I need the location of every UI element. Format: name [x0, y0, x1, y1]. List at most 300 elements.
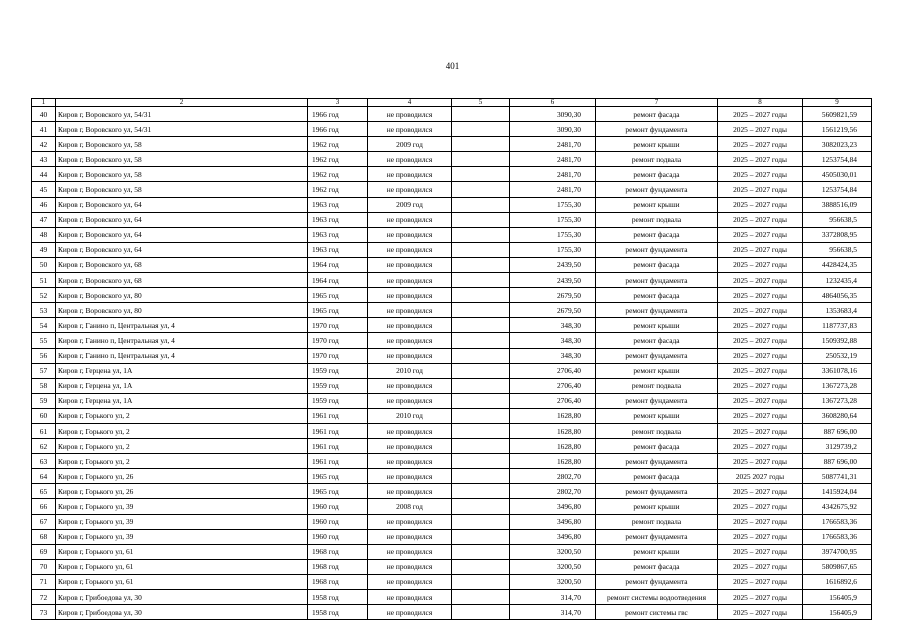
area-cell: 1628,80 [510, 423, 596, 438]
row-number-cell: 48 [32, 227, 56, 242]
work-type-cell: ремонт фундамента [596, 454, 718, 469]
empty-cell [452, 605, 510, 620]
cost-cell: 1616892,6 [803, 574, 872, 589]
empty-cell [452, 514, 510, 529]
header-row [32, 99, 872, 107]
work-type-cell: ремонт подвала [596, 152, 718, 167]
area-cell: 2481,70 [510, 167, 596, 182]
address-cell: Киров г, Воровского ул, 64 [56, 242, 308, 257]
table-row [32, 122, 872, 137]
area-cell: 2706,40 [510, 363, 596, 378]
cost-cell: 3082023,23 [803, 137, 872, 152]
address-cell: Киров г, Воровского ул, 58 [56, 152, 308, 167]
last-repair-cell: не проводился [368, 484, 452, 499]
area-cell: 314,70 [510, 605, 596, 620]
last-repair-cell: не проводился [368, 318, 452, 333]
build-year-cell: 1965 год [308, 484, 368, 499]
last-repair-cell: не проводился [368, 107, 452, 122]
empty-cell [452, 212, 510, 227]
build-year-cell: 1963 год [308, 197, 368, 212]
period-cell: 2025 – 2027 годы [718, 484, 803, 499]
table-row [32, 348, 872, 363]
row-number-cell: 64 [32, 469, 56, 484]
cost-cell: 3888516,09 [803, 197, 872, 212]
address-cell: Киров г, Воровского ул, 64 [56, 197, 308, 212]
build-year-cell: 1965 год [308, 288, 368, 303]
area-cell: 3200,50 [510, 544, 596, 559]
table-row [32, 484, 872, 499]
area-cell: 2481,70 [510, 137, 596, 152]
build-year-cell: 1959 год [308, 393, 368, 408]
address-cell: Киров г, Грибоедова ул, 30 [56, 605, 308, 620]
cost-cell: 4342675,92 [803, 499, 872, 514]
last-repair-cell: не проводился [368, 242, 452, 257]
cost-cell: 1253754,84 [803, 152, 872, 167]
table-row [32, 273, 872, 288]
work-type-cell: ремонт фундамента [596, 242, 718, 257]
area-cell: 2439,50 [510, 273, 596, 288]
build-year-cell: 1965 год [308, 469, 368, 484]
work-type-cell: ремонт фасада [596, 559, 718, 574]
table-row [32, 590, 872, 605]
table-row [32, 107, 872, 122]
row-number-cell: 58 [32, 378, 56, 393]
table-row [32, 423, 872, 438]
address-cell: Киров г, Герцена ул, 1А [56, 378, 308, 393]
table-row [32, 303, 872, 318]
period-cell: 2025 – 2027 годы [718, 167, 803, 182]
row-number-cell: 65 [32, 484, 56, 499]
last-repair-cell: 2010 год [368, 363, 452, 378]
period-cell: 2025 – 2027 годы [718, 590, 803, 605]
area-cell: 3090,30 [510, 122, 596, 137]
work-type-cell: ремонт подвала [596, 514, 718, 529]
build-year-cell: 1968 год [308, 544, 368, 559]
cost-cell: 1253754,84 [803, 182, 872, 197]
build-year-cell: 1970 год [308, 318, 368, 333]
period-cell: 2025 – 2027 годы [718, 212, 803, 227]
empty-cell [452, 333, 510, 348]
build-year-cell: 1962 год [308, 182, 368, 197]
period-cell: 2025 – 2027 годы [718, 529, 803, 544]
header-cell: 2 [56, 99, 308, 107]
row-number-cell: 56 [32, 348, 56, 363]
area-cell: 2481,70 [510, 152, 596, 167]
address-cell: Киров г, Ганино п, Центральная ул, 4 [56, 348, 308, 363]
last-repair-cell: не проводился [368, 257, 452, 272]
last-repair-cell: 2009 год [368, 197, 452, 212]
area-cell: 2481,70 [510, 182, 596, 197]
period-cell: 2025 – 2027 годы [718, 499, 803, 514]
empty-cell [452, 574, 510, 589]
address-cell: Киров г, Горького ул, 61 [56, 544, 308, 559]
address-cell: Киров г, Горького ул, 61 [56, 574, 308, 589]
cost-cell: 956638,5 [803, 212, 872, 227]
area-cell: 2706,40 [510, 393, 596, 408]
period-cell: 2025 – 2027 годы [718, 559, 803, 574]
row-number-cell: 60 [32, 408, 56, 423]
empty-cell [452, 378, 510, 393]
work-type-cell: ремонт фундамента [596, 303, 718, 318]
area-cell: 1755,30 [510, 212, 596, 227]
period-cell: 2025 – 2027 годы [718, 348, 803, 363]
cost-cell: 1367273,28 [803, 393, 872, 408]
cost-cell: 3608280,64 [803, 408, 872, 423]
period-cell: 2025 – 2027 годы [718, 318, 803, 333]
period-cell: 2025 – 2027 годы [718, 288, 803, 303]
work-type-cell: ремонт фундамента [596, 273, 718, 288]
area-cell: 348,30 [510, 318, 596, 333]
row-number-cell: 52 [32, 288, 56, 303]
cost-cell: 887 696,00 [803, 423, 872, 438]
work-type-cell: ремонт подвала [596, 212, 718, 227]
row-number-cell: 43 [32, 152, 56, 167]
empty-cell [452, 227, 510, 242]
empty-cell [452, 288, 510, 303]
work-type-cell: ремонт фундамента [596, 348, 718, 363]
build-year-cell: 1962 год [308, 137, 368, 152]
area-cell: 1628,80 [510, 439, 596, 454]
row-number-cell: 73 [32, 605, 56, 620]
address-cell: Киров г, Воровского ул, 80 [56, 303, 308, 318]
row-number-cell: 63 [32, 454, 56, 469]
empty-cell [452, 363, 510, 378]
area-cell: 3496,80 [510, 514, 596, 529]
cost-cell: 3372808,95 [803, 227, 872, 242]
table-row [32, 393, 872, 408]
row-number-cell: 72 [32, 590, 56, 605]
last-repair-cell: не проводился [368, 559, 452, 574]
cost-cell: 1353683,4 [803, 303, 872, 318]
empty-cell [452, 122, 510, 137]
period-cell: 2025 – 2027 годы [718, 303, 803, 318]
work-type-cell: ремонт подвала [596, 423, 718, 438]
work-type-cell: ремонт фасада [596, 439, 718, 454]
cost-cell: 4864056,35 [803, 288, 872, 303]
address-cell: Киров г, Ганино п, Центральная ул, 4 [56, 318, 308, 333]
address-cell: Киров г, Воровского ул, 54/31 [56, 122, 308, 137]
area-cell: 3200,50 [510, 574, 596, 589]
period-cell: 2025 – 2027 годы [718, 408, 803, 423]
last-repair-cell: не проводился [368, 605, 452, 620]
row-number-cell: 68 [32, 529, 56, 544]
address-cell: Киров г, Воровского ул, 64 [56, 212, 308, 227]
table-row [32, 182, 872, 197]
header-cell: 6 [510, 99, 596, 107]
empty-cell [452, 529, 510, 544]
header-cell: 4 [368, 99, 452, 107]
period-cell: 2025 – 2027 годы [718, 242, 803, 257]
repair-schedule-table [31, 98, 872, 620]
row-number-cell: 59 [32, 393, 56, 408]
address-cell: Киров г, Горького ул, 39 [56, 529, 308, 544]
build-year-cell: 1968 год [308, 559, 368, 574]
empty-cell [452, 197, 510, 212]
cost-cell: 4505030,01 [803, 167, 872, 182]
work-type-cell: ремонт крыши [596, 499, 718, 514]
work-type-cell: ремонт фундамента [596, 393, 718, 408]
cost-cell: 3129739,2 [803, 439, 872, 454]
row-number-cell: 62 [32, 439, 56, 454]
last-repair-cell: 2008 год [368, 499, 452, 514]
period-cell: 2025 – 2027 годы [718, 107, 803, 122]
area-cell: 3090,30 [510, 107, 596, 122]
empty-cell [452, 408, 510, 423]
empty-cell [452, 544, 510, 559]
period-cell: 2025 – 2027 годы [718, 197, 803, 212]
cost-cell: 156405,9 [803, 590, 872, 605]
address-cell: Киров г, Воровского ул, 68 [56, 273, 308, 288]
last-repair-cell: не проводился [368, 122, 452, 137]
work-type-cell: ремонт фасада [596, 469, 718, 484]
empty-cell [452, 257, 510, 272]
build-year-cell: 1964 год [308, 273, 368, 288]
table-row [32, 152, 872, 167]
last-repair-cell: не проводился [368, 227, 452, 242]
row-number-cell: 67 [32, 514, 56, 529]
build-year-cell: 1966 год [308, 122, 368, 137]
cost-cell: 156405,9 [803, 605, 872, 620]
last-repair-cell: не проводился [368, 152, 452, 167]
table-row [32, 439, 872, 454]
work-type-cell: ремонт системы гвс [596, 605, 718, 620]
cost-cell: 1561219,56 [803, 122, 872, 137]
table-row [32, 257, 872, 272]
table-row [32, 363, 872, 378]
work-type-cell: ремонт крыши [596, 544, 718, 559]
period-cell: 2025 – 2027 годы [718, 152, 803, 167]
header-cell: 5 [452, 99, 510, 107]
address-cell: Киров г, Горького ул, 2 [56, 408, 308, 423]
work-type-cell: ремонт фасада [596, 167, 718, 182]
table-body [32, 107, 872, 620]
table-row [32, 167, 872, 182]
empty-cell [452, 152, 510, 167]
last-repair-cell: не проводился [368, 469, 452, 484]
last-repair-cell: не проводился [368, 303, 452, 318]
address-cell: Киров г, Горького ул, 39 [56, 499, 308, 514]
period-cell: 2025 – 2027 годы [718, 514, 803, 529]
area-cell: 314,70 [510, 590, 596, 605]
row-number-cell: 61 [32, 423, 56, 438]
cost-cell: 5809867,65 [803, 559, 872, 574]
empty-cell [452, 182, 510, 197]
last-repair-cell: не проводился [368, 439, 452, 454]
build-year-cell: 1961 год [308, 454, 368, 469]
table-row [32, 333, 872, 348]
last-repair-cell: не проводился [368, 574, 452, 589]
address-cell: Киров г, Горького ул, 39 [56, 514, 308, 529]
period-cell: 2025 – 2027 годы [718, 574, 803, 589]
build-year-cell: 1961 год [308, 408, 368, 423]
row-number-cell: 57 [32, 363, 56, 378]
table-row [32, 378, 872, 393]
address-cell: Киров г, Герцена ул, 1А [56, 363, 308, 378]
table-row [32, 318, 872, 333]
empty-cell [452, 303, 510, 318]
header-cell: 7 [596, 99, 718, 107]
address-cell: Киров г, Горького ул, 2 [56, 454, 308, 469]
row-number-cell: 71 [32, 574, 56, 589]
cost-cell: 956638,5 [803, 242, 872, 257]
table-row [32, 605, 872, 620]
period-cell: 2025 – 2027 годы [718, 423, 803, 438]
period-cell: 2025 – 2027 годы [718, 454, 803, 469]
empty-cell [452, 242, 510, 257]
area-cell: 2802,70 [510, 484, 596, 499]
address-cell: Киров г, Горького ул, 2 [56, 439, 308, 454]
table-row [32, 288, 872, 303]
build-year-cell: 1970 год [308, 333, 368, 348]
last-repair-cell: не проводился [368, 529, 452, 544]
row-number-cell: 42 [32, 137, 56, 152]
build-year-cell: 1968 год [308, 574, 368, 589]
last-repair-cell: не проводился [368, 348, 452, 363]
empty-cell [452, 423, 510, 438]
row-number-cell: 51 [32, 273, 56, 288]
area-cell: 1628,80 [510, 454, 596, 469]
row-number-cell: 41 [32, 122, 56, 137]
build-year-cell: 1965 год [308, 303, 368, 318]
row-number-cell: 47 [32, 212, 56, 227]
table-row [32, 499, 872, 514]
table-row [32, 574, 872, 589]
period-cell: 2025 – 2027 годы [718, 439, 803, 454]
cost-cell: 5609821,59 [803, 107, 872, 122]
area-cell: 348,30 [510, 348, 596, 363]
cost-cell: 1766583,36 [803, 529, 872, 544]
work-type-cell: ремонт фундамента [596, 122, 718, 137]
build-year-cell: 1970 год [308, 348, 368, 363]
address-cell: Киров г, Воровского ул, 68 [56, 257, 308, 272]
table-row [32, 137, 872, 152]
last-repair-cell: не проводился [368, 590, 452, 605]
empty-cell [452, 273, 510, 288]
cost-cell: 1509392,88 [803, 333, 872, 348]
area-cell: 348,30 [510, 333, 596, 348]
area-cell: 3496,80 [510, 529, 596, 544]
work-type-cell: ремонт фасада [596, 288, 718, 303]
empty-cell [452, 469, 510, 484]
address-cell: Киров г, Воровского ул, 64 [56, 227, 308, 242]
header-cell: 3 [308, 99, 368, 107]
address-cell: Киров г, Воровского ул, 80 [56, 288, 308, 303]
cost-cell: 5087741,31 [803, 469, 872, 484]
last-repair-cell: не проводился [368, 454, 452, 469]
work-type-cell: ремонт фундамента [596, 182, 718, 197]
address-cell: Киров г, Грибоедова ул, 30 [56, 590, 308, 605]
row-number-cell: 54 [32, 318, 56, 333]
work-type-cell: ремонт фасада [596, 227, 718, 242]
work-type-cell: ремонт крыши [596, 137, 718, 152]
cost-cell: 887 696,00 [803, 454, 872, 469]
cost-cell: 1367273,28 [803, 378, 872, 393]
area-cell: 3200,50 [510, 559, 596, 574]
build-year-cell: 1960 год [308, 499, 368, 514]
address-cell: Киров г, Горького ул, 26 [56, 469, 308, 484]
table-row [32, 559, 872, 574]
last-repair-cell: 2010 год [368, 408, 452, 423]
period-cell: 2025 – 2027 годы [718, 363, 803, 378]
build-year-cell: 1964 год [308, 257, 368, 272]
last-repair-cell: не проводился [368, 423, 452, 438]
build-year-cell: 1960 год [308, 529, 368, 544]
header-cell: 8 [718, 99, 803, 107]
area-cell: 1755,30 [510, 197, 596, 212]
work-type-cell: ремонт крыши [596, 363, 718, 378]
row-number-cell: 49 [32, 242, 56, 257]
area-cell: 2802,70 [510, 469, 596, 484]
empty-cell [452, 499, 510, 514]
last-repair-cell: не проводился [368, 212, 452, 227]
last-repair-cell: не проводился [368, 378, 452, 393]
last-repair-cell: не проводился [368, 273, 452, 288]
empty-cell [452, 137, 510, 152]
work-type-cell: ремонт крыши [596, 318, 718, 333]
build-year-cell: 1958 год [308, 605, 368, 620]
period-cell: 2025 – 2027 годы [718, 137, 803, 152]
table-row [32, 544, 872, 559]
build-year-cell: 1962 год [308, 167, 368, 182]
empty-cell [452, 454, 510, 469]
header-cell: 9 [803, 99, 872, 107]
work-type-cell: ремонт крыши [596, 408, 718, 423]
build-year-cell: 1959 год [308, 363, 368, 378]
cost-cell: 250532,19 [803, 348, 872, 363]
empty-cell [452, 590, 510, 605]
header-cell: 1 [32, 99, 56, 107]
cost-cell: 1232435,4 [803, 273, 872, 288]
address-cell: Киров г, Горького ул, 2 [56, 423, 308, 438]
period-cell: 2025 – 2027 годы [718, 378, 803, 393]
build-year-cell: 1963 год [308, 227, 368, 242]
work-type-cell: ремонт фундамента [596, 529, 718, 544]
work-type-cell: ремонт фундамента [596, 574, 718, 589]
period-cell: 2025 – 2027 годы [718, 273, 803, 288]
cost-cell: 4428424,35 [803, 257, 872, 272]
row-number-cell: 50 [32, 257, 56, 272]
address-cell: Киров г, Воровского ул, 58 [56, 137, 308, 152]
last-repair-cell: не проводился [368, 182, 452, 197]
table-row [32, 227, 872, 242]
build-year-cell: 1963 год [308, 212, 368, 227]
table-row [32, 212, 872, 227]
cost-cell: 1187737,83 [803, 318, 872, 333]
last-repair-cell: не проводился [368, 333, 452, 348]
area-cell: 1755,30 [510, 242, 596, 257]
work-type-cell: ремонт фасада [596, 333, 718, 348]
address-cell: Киров г, Ганино п, Центральная ул, 4 [56, 333, 308, 348]
last-repair-cell: не проводился [368, 288, 452, 303]
work-type-cell: ремонт системы водоотведения [596, 590, 718, 605]
period-cell: 2025 – 2027 годы [718, 544, 803, 559]
cost-cell: 3361078,16 [803, 363, 872, 378]
last-repair-cell: не проводился [368, 514, 452, 529]
table-row [32, 514, 872, 529]
build-year-cell: 1962 год [308, 152, 368, 167]
address-cell: Киров г, Воровского ул, 58 [56, 182, 308, 197]
work-type-cell: ремонт фасада [596, 107, 718, 122]
build-year-cell: 1961 год [308, 423, 368, 438]
build-year-cell: 1966 год [308, 107, 368, 122]
row-number-cell: 55 [32, 333, 56, 348]
last-repair-cell: 2009 год [368, 137, 452, 152]
cost-cell: 1766583,36 [803, 514, 872, 529]
table-row [32, 197, 872, 212]
work-type-cell: ремонт подвала [596, 378, 718, 393]
area-cell: 2679,50 [510, 303, 596, 318]
row-number-cell: 40 [32, 107, 56, 122]
